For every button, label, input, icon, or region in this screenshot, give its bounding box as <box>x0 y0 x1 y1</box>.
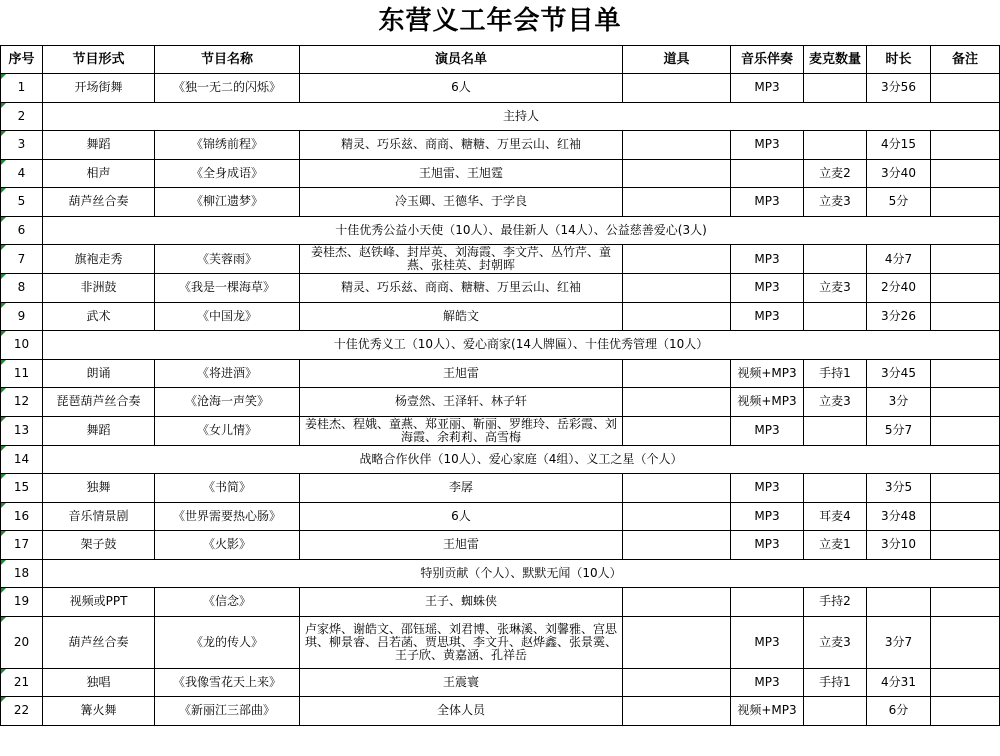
cell-form[interactable]: 葫芦丝合奏 <box>43 188 155 217</box>
table-row <box>1 416 1000 445</box>
cell-no[interactable]: 17 <box>1 531 43 560</box>
cell-time[interactable]: 5分7 <box>867 416 931 445</box>
cell-note[interactable] <box>931 502 1000 531</box>
cell-music[interactable]: MP3 <box>731 668 804 697</box>
cell-name[interactable]: 《将进酒》 <box>155 359 300 388</box>
cell-name[interactable]: 《全身成语》 <box>155 159 300 188</box>
header-cell-name[interactable]: 节目名称 <box>155 46 300 74</box>
header-row <box>1 46 1000 74</box>
cell-no[interactable]: 3 <box>1 131 43 160</box>
cell-props[interactable] <box>623 697 731 726</box>
cell-time[interactable]: 3分 <box>867 388 931 417</box>
cell-props[interactable] <box>623 188 731 217</box>
cell-props[interactable] <box>623 245 731 274</box>
cell-form[interactable]: 琵琶葫芦丝合奏 <box>43 388 155 417</box>
cell-form[interactable]: 非洲鼓 <box>43 274 155 303</box>
cell-no[interactable]: 10 <box>1 331 43 360</box>
cell-mic[interactable] <box>804 74 867 103</box>
cell-no[interactable]: 20 <box>1 616 43 668</box>
cell-form[interactable]: 篝火舞 <box>43 697 155 726</box>
cell-form[interactable]: 旗袍走秀 <box>43 245 155 274</box>
cell-no[interactable]: 7 <box>1 245 43 274</box>
header-cell-mic[interactable]: 麦克数量 <box>804 46 867 74</box>
header-cell-form[interactable]: 节目形式 <box>43 46 155 74</box>
cell-mic[interactable]: 立麦3 <box>804 188 867 217</box>
cell-mic[interactable] <box>804 302 867 331</box>
cell-music[interactable]: MP3 <box>731 245 804 274</box>
cell-no[interactable]: 1 <box>1 74 43 103</box>
cell-no[interactable]: 15 <box>1 474 43 503</box>
cell-music[interactable]: MP3 <box>731 416 804 445</box>
cell-no[interactable]: 19 <box>1 588 43 617</box>
cell-form[interactable]: 武术 <box>43 302 155 331</box>
cell-no[interactable]: 16 <box>1 502 43 531</box>
cell-music[interactable] <box>731 588 804 617</box>
cell-name[interactable]: 《信念》 <box>155 588 300 617</box>
cell-mic[interactable]: 立麦3 <box>804 616 867 668</box>
table-row <box>1 388 1000 417</box>
cell-music[interactable]: MP3 <box>731 474 804 503</box>
cell-note[interactable] <box>931 697 1000 726</box>
cell-props[interactable] <box>623 302 731 331</box>
cell-cast[interactable]: 李孱 <box>300 474 623 503</box>
cell-cast[interactable]: 姜桂杰、程娥、童燕、郑亚丽、靳丽、罗维玲、岳彩霞、刘海霞、余莉莉、高雪梅 <box>300 416 623 445</box>
cell-form[interactable]: 音乐情景剧 <box>43 502 155 531</box>
cell-note[interactable] <box>931 74 1000 103</box>
cell-mic[interactable]: 手持2 <box>804 588 867 617</box>
cell-merged-section[interactable]: 战略合作伙伴（10人）、爱心家庭（4组）、义工之星（个人） <box>43 445 1000 474</box>
cell-props[interactable] <box>623 668 731 697</box>
cell-mic[interactable]: 立麦2 <box>804 159 867 188</box>
cell-props[interactable] <box>623 531 731 560</box>
cell-merged-section[interactable]: 十佳优秀公益小天使（10人）、最佳新人（14人）、公益慈善爱心(3人) <box>43 216 1000 245</box>
cell-note[interactable] <box>931 359 1000 388</box>
table-row <box>1 302 1000 331</box>
cell-cast[interactable]: 解皓文 <box>300 302 623 331</box>
header-cell-props[interactable]: 道具 <box>623 46 731 74</box>
cell-music[interactable] <box>731 159 804 188</box>
cell-cast[interactable]: 姜桂杰、赵铁峰、封岸英、刘海霞、李文芹、丛竹芹、童燕、张桂英、封朝晖 <box>300 245 623 274</box>
cell-time[interactable]: 3分45 <box>867 359 931 388</box>
cell-no[interactable]: 21 <box>1 668 43 697</box>
cell-no[interactable]: 9 <box>1 302 43 331</box>
cell-time[interactable]: 3分5 <box>867 474 931 503</box>
cell-music[interactable]: MP3 <box>731 531 804 560</box>
cell-note[interactable] <box>931 159 1000 188</box>
cell-props[interactable] <box>623 74 731 103</box>
cell-note[interactable] <box>931 616 1000 668</box>
cell-no[interactable]: 5 <box>1 188 43 217</box>
cell-name[interactable]: 《芙蓉雨》 <box>155 245 300 274</box>
cell-music[interactable]: MP3 <box>731 616 804 668</box>
cell-note[interactable] <box>931 474 1000 503</box>
cell-no[interactable]: 12 <box>1 388 43 417</box>
cell-mic[interactable] <box>804 245 867 274</box>
header-cell-time[interactable]: 时长 <box>867 46 931 74</box>
cell-name[interactable]: 《龙的传人》 <box>155 616 300 668</box>
cell-form[interactable]: 开场街舞 <box>43 74 155 103</box>
cell-name[interactable]: 《锦绣前程》 <box>155 131 300 160</box>
cell-cast[interactable]: 卢家烨、谢皓文、邵钰瑶、刘君博、张琳溪、刘馨雅、宫思琪、柳景睿、吕若菡、贾思琪、李文升、赵烨鑫、张景霙、王子欣、黄嘉涵、孔祥岳 <box>300 616 623 668</box>
cell-time[interactable]: 3分40 <box>867 159 931 188</box>
cell-note[interactable] <box>931 274 1000 303</box>
table-row <box>1 74 1000 103</box>
cell-name[interactable]: 《独一无二的闪烁》 <box>155 74 300 103</box>
cell-mic[interactable]: 立麦3 <box>804 388 867 417</box>
cell-cast[interactable]: 王旭雷 <box>300 531 623 560</box>
cell-music[interactable]: MP3 <box>731 188 804 217</box>
cell-note[interactable] <box>931 668 1000 697</box>
cell-note[interactable] <box>931 531 1000 560</box>
cell-time[interactable]: 6分 <box>867 697 931 726</box>
cell-time[interactable]: 2分40 <box>867 274 931 303</box>
cell-form[interactable]: 独舞 <box>43 474 155 503</box>
cell-merged-section[interactable]: 十佳优秀义工（10人）、爱心商家(14人牌匾）、十佳优秀管理（10人） <box>43 331 1000 360</box>
cell-mic[interactable]: 立麦3 <box>804 274 867 303</box>
cell-name[interactable]: 《新丽江三部曲》 <box>155 697 300 726</box>
header-cell-note[interactable]: 备注 <box>931 46 1000 74</box>
cell-music[interactable]: MP3 <box>731 274 804 303</box>
cell-no[interactable]: 22 <box>1 697 43 726</box>
cell-cast[interactable]: 王旭雷 <box>300 359 623 388</box>
cell-form[interactable]: 舞蹈 <box>43 131 155 160</box>
header-cell-music[interactable]: 音乐伴奏 <box>731 46 804 74</box>
cell-mic[interactable] <box>804 474 867 503</box>
cell-merged-section[interactable]: 特别贡献（个人）、默默无闻（10人） <box>43 559 1000 588</box>
cell-props[interactable] <box>623 588 731 617</box>
table-body <box>1 46 1000 726</box>
cell-mic[interactable]: 手持1 <box>804 359 867 388</box>
table-row <box>1 668 1000 697</box>
cell-mic[interactable] <box>804 131 867 160</box>
table-row <box>1 102 1000 131</box>
cell-music[interactable]: MP3 <box>731 302 804 331</box>
cell-time[interactable]: 4分7 <box>867 245 931 274</box>
cell-props[interactable] <box>623 131 731 160</box>
cell-props[interactable] <box>623 616 731 668</box>
cell-name[interactable]: 《我是一棵海草》 <box>155 274 300 303</box>
table-row <box>1 616 1000 668</box>
cell-form[interactable]: 葫芦丝合奏 <box>43 616 155 668</box>
cell-time[interactable]: 3分7 <box>867 616 931 668</box>
cell-form[interactable]: 架子鼓 <box>43 531 155 560</box>
table-row <box>1 159 1000 188</box>
table-row <box>1 474 1000 503</box>
table-row <box>1 531 1000 560</box>
cell-cast[interactable]: 王旭雷、王旭霆 <box>300 159 623 188</box>
cell-form[interactable]: 独唱 <box>43 668 155 697</box>
cell-no[interactable]: 8 <box>1 274 43 303</box>
cell-mic[interactable]: 耳麦4 <box>804 502 867 531</box>
table-row <box>1 445 1000 474</box>
cell-no[interactable]: 11 <box>1 359 43 388</box>
cell-cast[interactable]: 全体人员 <box>300 697 623 726</box>
cell-cast[interactable]: 6人 <box>300 74 623 103</box>
cell-name[interactable]: 《中国龙》 <box>155 302 300 331</box>
cell-cast[interactable]: 6人 <box>300 502 623 531</box>
cell-name[interactable]: 《火影》 <box>155 531 300 560</box>
cell-no[interactable]: 14 <box>1 445 43 474</box>
cell-note[interactable] <box>931 388 1000 417</box>
cell-cast[interactable]: 精灵、巧乐兹、商商、糖糖、万里云山、红袖 <box>300 274 623 303</box>
cell-note[interactable] <box>931 245 1000 274</box>
cell-props[interactable] <box>623 159 731 188</box>
table-row <box>1 359 1000 388</box>
cell-name[interactable]: 《柳江遗梦》 <box>155 188 300 217</box>
program-table <box>0 45 1000 726</box>
cell-time[interactable]: 3分48 <box>867 502 931 531</box>
cell-note[interactable] <box>931 131 1000 160</box>
table-row <box>1 697 1000 726</box>
cell-music[interactable]: MP3 <box>731 131 804 160</box>
page-title: 东营义工年会节目单 <box>378 6 622 36</box>
header-cell-cast[interactable]: 演员名单 <box>300 46 623 74</box>
cell-note[interactable] <box>931 188 1000 217</box>
cell-form[interactable]: 朗诵 <box>43 359 155 388</box>
cell-music[interactable]: MP3 <box>731 74 804 103</box>
table-row <box>1 588 1000 617</box>
cell-name[interactable]: 《沧海一声笑》 <box>155 388 300 417</box>
cell-mic[interactable] <box>804 416 867 445</box>
cell-cast[interactable]: 冷玉卿、王德华、于学良 <box>300 188 623 217</box>
table-row <box>1 559 1000 588</box>
cell-note[interactable] <box>931 416 1000 445</box>
cell-props[interactable] <box>623 359 731 388</box>
cell-time[interactable]: 5分 <box>867 188 931 217</box>
cell-time[interactable] <box>867 588 931 617</box>
header-cell-no[interactable]: 序号 <box>1 46 43 74</box>
cell-music[interactable]: MP3 <box>731 502 804 531</box>
cell-note[interactable] <box>931 588 1000 617</box>
table-row <box>1 331 1000 360</box>
table-row <box>1 188 1000 217</box>
table-row <box>1 131 1000 160</box>
cell-time[interactable]: 3分56 <box>867 74 931 103</box>
cell-music[interactable]: 视频+MP3 <box>731 697 804 726</box>
cell-time[interactable]: 3分26 <box>867 302 931 331</box>
table-row <box>1 502 1000 531</box>
cell-no[interactable]: 13 <box>1 416 43 445</box>
cell-time[interactable]: 3分10 <box>867 531 931 560</box>
cell-note[interactable] <box>931 302 1000 331</box>
table-row <box>1 274 1000 303</box>
cell-cast[interactable]: 精灵、巧乐兹、商商、糖糖、万里云山、红袖 <box>300 131 623 160</box>
cell-name[interactable]: 《世界需要热心肠》 <box>155 502 300 531</box>
cell-form[interactable]: 视频或PPT <box>43 588 155 617</box>
cell-props[interactable] <box>623 388 731 417</box>
cell-music[interactable]: 视频+MP3 <box>731 388 804 417</box>
cell-no[interactable]: 4 <box>1 159 43 188</box>
cell-no[interactable]: 18 <box>1 559 43 588</box>
cell-mic[interactable]: 手持1 <box>804 668 867 697</box>
cell-mic[interactable]: 立麦1 <box>804 531 867 560</box>
cell-music[interactable]: 视频+MP3 <box>731 359 804 388</box>
cell-mic[interactable] <box>804 697 867 726</box>
cell-name[interactable]: 《女儿情》 <box>155 416 300 445</box>
table-row <box>1 216 1000 245</box>
cell-name[interactable]: 《我像雪花天上来》 <box>155 668 300 697</box>
cell-merged-section[interactable]: 主持人 <box>43 102 1000 131</box>
cell-cast[interactable]: 王震寰 <box>300 668 623 697</box>
cell-props[interactable] <box>623 416 731 445</box>
cell-name[interactable]: 《书简》 <box>155 474 300 503</box>
cell-cast[interactable]: 杨壹然、王泽轩、林子轩 <box>300 388 623 417</box>
cell-no[interactable]: 6 <box>1 216 43 245</box>
table-row <box>1 245 1000 274</box>
cell-props[interactable] <box>623 474 731 503</box>
cell-cast[interactable]: 王子、蜘蛛侠 <box>300 588 623 617</box>
cell-form[interactable]: 舞蹈 <box>43 416 155 445</box>
cell-props[interactable] <box>623 502 731 531</box>
cell-no[interactable]: 2 <box>1 102 43 131</box>
cell-props[interactable] <box>623 274 731 303</box>
cell-time[interactable]: 4分15 <box>867 131 931 160</box>
cell-time[interactable]: 4分31 <box>867 668 931 697</box>
cell-form[interactable]: 相声 <box>43 159 155 188</box>
